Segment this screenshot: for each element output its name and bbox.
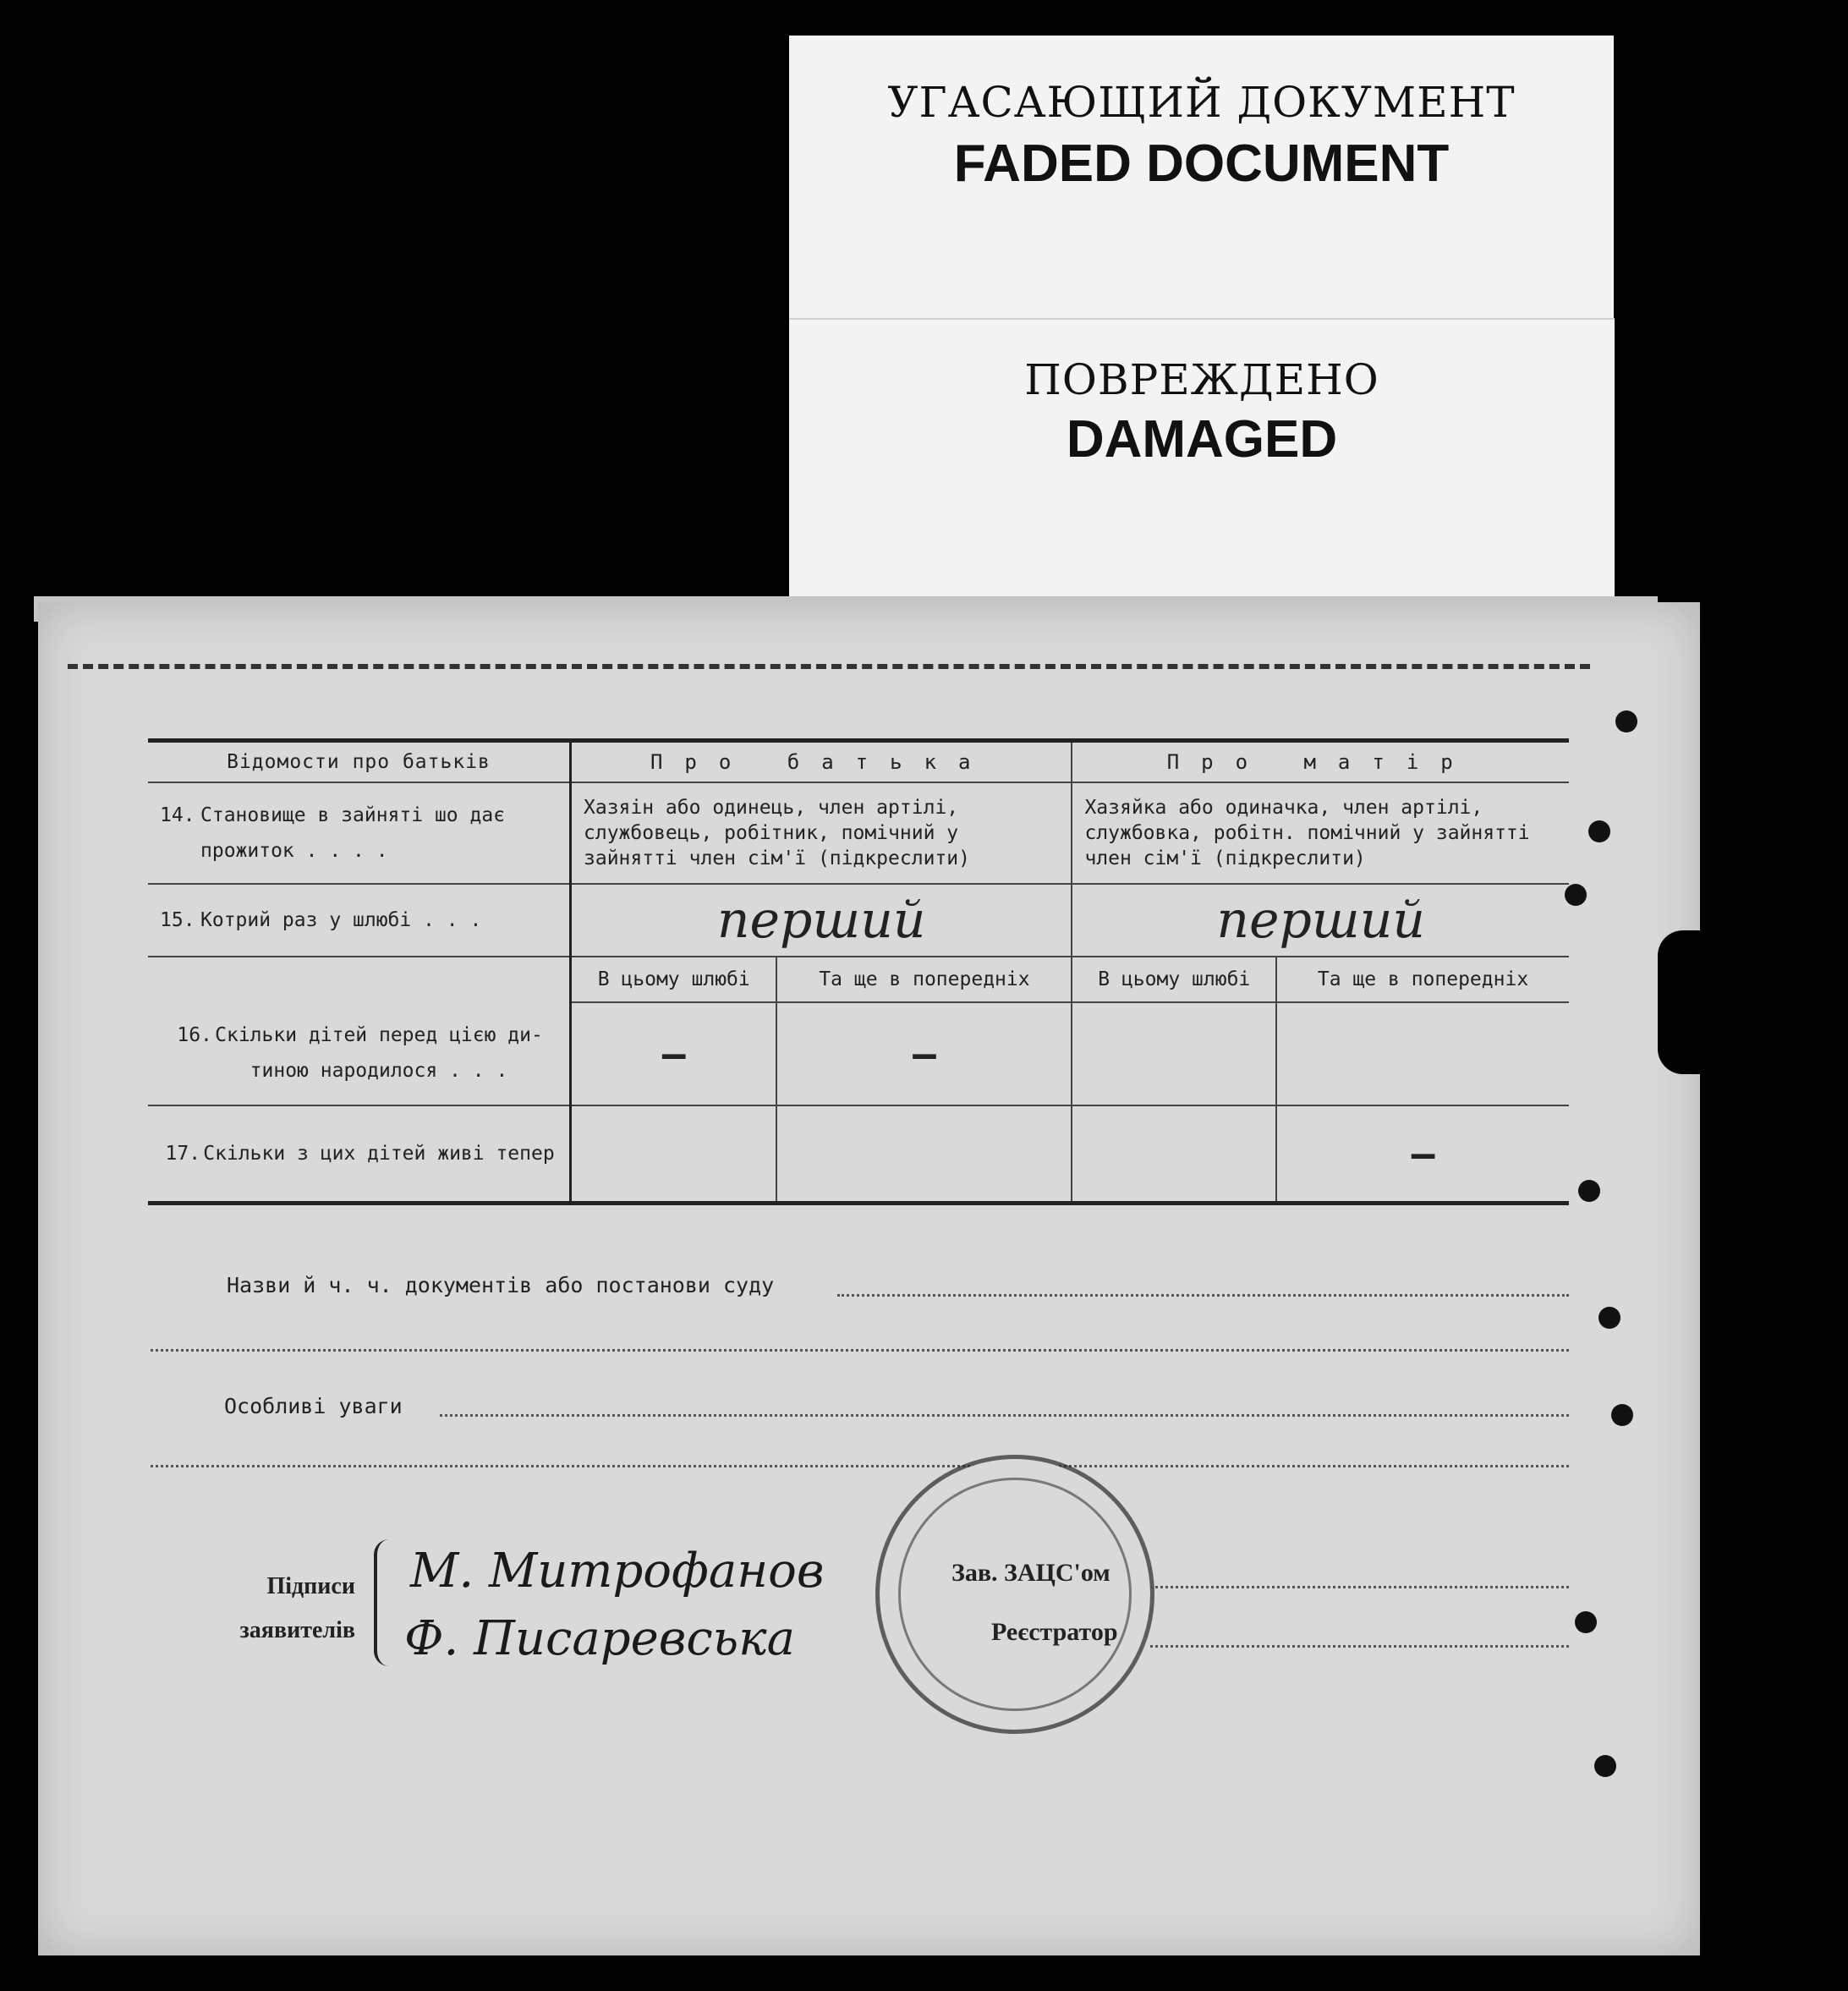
table-row (148, 884, 1569, 957)
applicant-signature-2: Ф. Писаревська (404, 1611, 795, 1666)
table-row (148, 1105, 1569, 1204)
row16-label: 16. Скільки дітей перед цією ди- тиною народилося . . . (148, 957, 571, 1105)
header-label: Відомости про батьків (148, 741, 571, 783)
row15-label: 15. Котрий раз у шлюбі . . . (148, 884, 571, 957)
subheader-mother-this: В цьому шлюбі (1072, 957, 1276, 1002)
parents-info-table (148, 738, 1569, 1205)
faded-notice-ru: УГАСАЮЩИЙ ДОКУМЕНТ (887, 78, 1516, 127)
registrar-signature-line (1150, 1645, 1569, 1648)
damaged-notice-en: DAMAGED (1066, 410, 1338, 469)
punch-hole (1578, 1180, 1600, 1202)
header-father: Про батька (571, 741, 1072, 783)
punch-hole (1598, 1307, 1620, 1329)
row15-father-value: перший (571, 884, 1072, 957)
subheader-father-this: В цьому шлюбі (571, 957, 777, 1002)
documents-dotted-line (837, 1294, 1569, 1297)
damaged-notice-card (789, 320, 1615, 599)
subheader-father-prev: Та ще в попередніх (776, 957, 1072, 1002)
row14-mother-options: Хазяйка або одиначка, член артілі, службовка, робітн. помічний у зайнятті член сім'ї (підкреслити) (1072, 782, 1569, 884)
applicants-signatures-label: Підписи заявителів (239, 1573, 355, 1643)
row14-father-options: Хазяін або одинець, член артілі, службовець, робітник, помічний у зайнятті член сім'ї (підкреслити) (571, 782, 1072, 884)
header-mother: Про матір (1072, 741, 1569, 783)
punch-hole (1594, 1755, 1616, 1777)
row17-label: 17. Скільки з цих дітей живі тепер (148, 1105, 571, 1204)
row14-label: 14. Становище в зайняті шо дає прожиток . . . . (148, 782, 571, 884)
head-zags-label: Зав. ЗАЦС'ом (951, 1559, 1110, 1587)
applicant-signature-1: М. Митрофанов (410, 1544, 825, 1599)
head-signature-line (1150, 1586, 1569, 1588)
registrar-label: Реєстратор (991, 1618, 1118, 1646)
row16-mother-prev (1276, 1002, 1569, 1105)
official-seal (875, 1455, 1154, 1734)
row17-mother-this (1072, 1105, 1276, 1204)
table-row (148, 782, 1569, 884)
signature-brace (374, 1539, 394, 1666)
documents-dotted-line-2 (151, 1349, 1569, 1352)
subheader-mother-prev: Та ще в попередніх (1276, 957, 1569, 1002)
row16-father-this: – (571, 1002, 777, 1105)
row17-father-this (571, 1105, 777, 1204)
punch-hole (1575, 1611, 1597, 1633)
perforation-line (68, 664, 1590, 669)
row16-mother-this (1072, 1002, 1276, 1105)
row16-father-prev: – (776, 1002, 1072, 1105)
table-header-row (148, 741, 1569, 783)
row17-mother-prev: — (1411, 1131, 1435, 1176)
row15-mother-value: перший (1072, 884, 1569, 957)
table-subheader-row (148, 957, 1569, 1002)
documents-label: Назви й ч. ч. документів або постанови суду (227, 1273, 775, 1297)
remarks-label: Особливі уваги (224, 1394, 403, 1418)
remarks-dotted-line-2 (151, 1465, 1569, 1467)
torn-notch (1658, 930, 1708, 1074)
punch-hole (1588, 820, 1610, 842)
punch-hole (1611, 1404, 1633, 1426)
remarks-dotted-line (440, 1414, 1569, 1417)
damaged-notice-ru: ПОВРЕЖДЕНО (1024, 355, 1379, 404)
faded-notice-en: FADED DOCUMENT (953, 134, 1450, 193)
punch-hole (1615, 710, 1637, 732)
row17-father-prev (776, 1105, 1072, 1204)
